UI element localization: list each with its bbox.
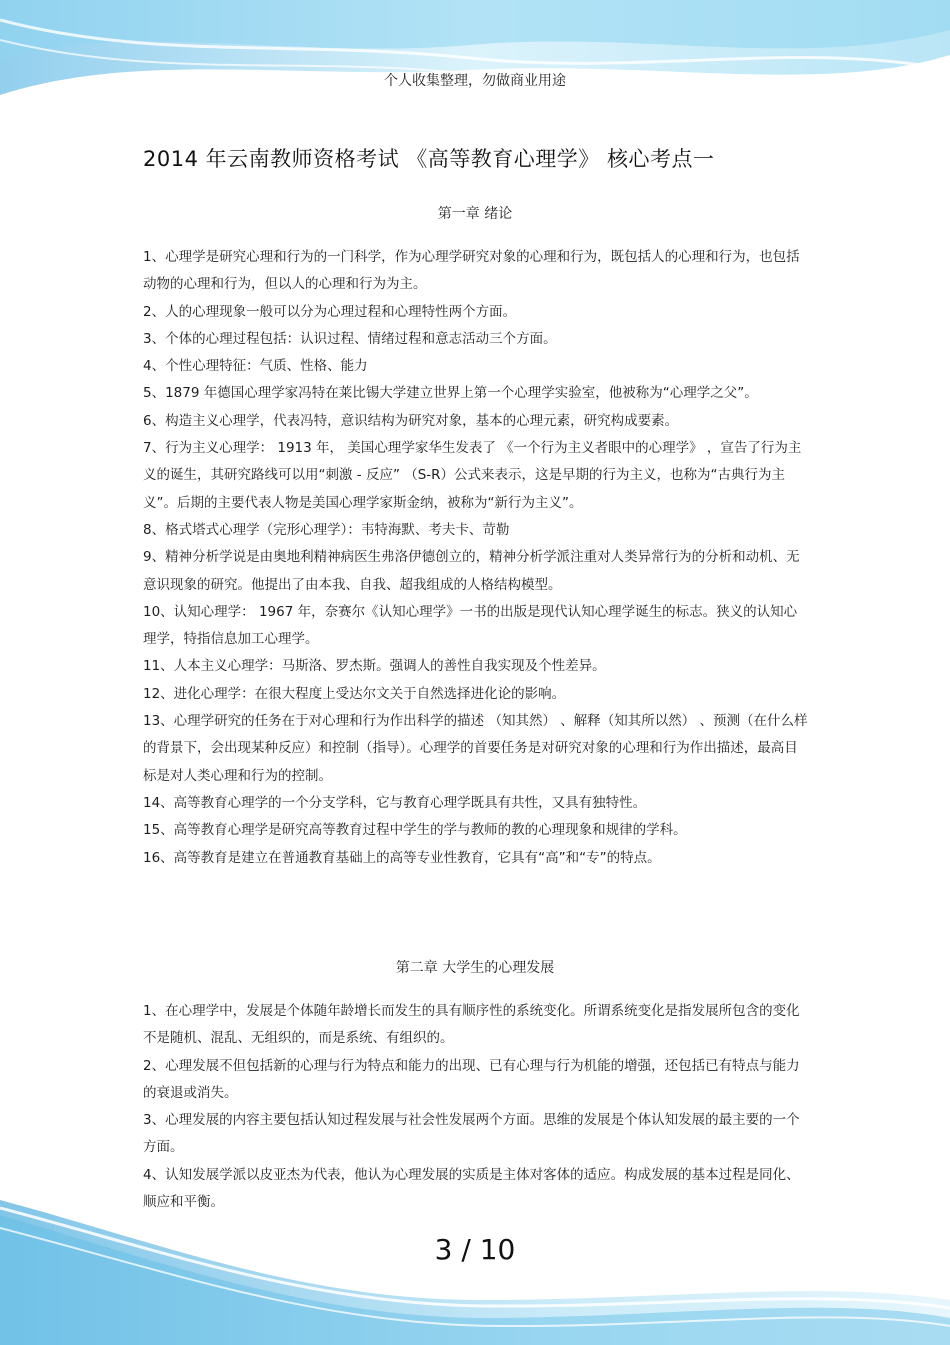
list-item: 4、认知发展学派以皮亚杰为代表，他认为心理发展的实质是主体对客体的适应。构成发展的基本过程是同化、顺应和平衡。 xyxy=(143,1166,800,1211)
list-item: 3、个体的心理过程包括：认识过程、情绪过程和意志活动三个方面。 xyxy=(143,330,557,347)
chapter-1-heading: 第一章 绪论 xyxy=(437,206,513,222)
list-item: 16、高等教育是建立在普通教育基础上的高等专业性教育，它具有“高”和“专”的特点。 xyxy=(143,849,661,866)
list-item: 2、人的心理现象一般可以分为心理过程和心理特性两个方面。 xyxy=(143,303,517,320)
document-title: 2014 年云南教师资格考试 《高等教育心理学》 核心考点一 xyxy=(143,147,715,171)
chapter-2-list xyxy=(143,998,808,1216)
list-item: 7、行为主义心理学： 1913 年， 美国心理学家华生发表了 《一个行为主义者眼中的心理学》 ，宣告了行为主义的诞生，其研究路线可以用“刺激 - 反应” （S-R）公式来表示，这是早期的行为主义，也称为“古典行为主义”。后期的主要代表人物是美国心理学家斯金纳，被称为“新行为主义”。 xyxy=(143,440,802,511)
list-item: 1、在心理学中，发展是个体随年龄增长而发生的具有顺序性的系统变化。所谓系统变化是指发展所包含的变化不是随机、混乱、无组织的，而是系统、有组织的。 xyxy=(143,1003,800,1047)
list-item: 8、格式塔式心理学（完形心理学）：韦特海默、考夫卡、苛勒 xyxy=(143,521,510,538)
list-item: 12、进化心理学：在很大程度上受达尔文关于自然选择进化论的影响。 xyxy=(143,685,566,702)
list-item: 10、认知心理学： 1967 年，奈赛尔《认知心理学》一书的出版是现代认知心理学诞生的标志。狭义的认知心理学，特指信息加工心理学。 xyxy=(143,603,798,648)
list-item: 9、精神分析学说是由奥地利精神病医生弗洛伊德创立的，精神分析学派注重对人类异常行为的分析和动机、无意识现象的研究。他提出了由本我、自我、超我组成的人格结构模型。 xyxy=(143,549,800,593)
page-indicator: 3 / 10 xyxy=(434,1233,516,1266)
list-item: 14、高等教育心理学的一个分支学科，它与教育心理学既具有共性，又具有独特性。 xyxy=(143,794,647,811)
list-item: 1、心理学是研究心理和行为的一门科学，作为心理学研究对象的心理和行为，既包括人的心理和行为，也包括动物的心理和行为，但以人的心理和行为为主。 xyxy=(143,249,800,293)
chapter-1-list xyxy=(143,244,808,872)
list-item: 4、个性心理特征：气质、性格、能力 xyxy=(143,358,368,375)
list-item: 15、高等教育心理学是研究高等教育过程中学生的学与教师的教的心理现象和规律的学科。 xyxy=(143,822,687,839)
chapter-2-heading: 第二章 大学生的心理发展 xyxy=(395,960,555,976)
list-item: 3、心理发展的内容主要包括认知过程发展与社会性发展两个方面。思维的发展是个体认知发展的最主要的一个方面。 xyxy=(143,1112,800,1156)
list-item: 6、构造主义心理学，代表冯特，意识结构为研究对象，基本的心理元素，研究构成要素。 xyxy=(143,412,679,429)
list-item: 11、人本主义心理学：马斯洛、罗杰斯。强调人的善性自我实现及个性差异。 xyxy=(143,658,606,675)
list-item: 2、心理发展不但包括新的心理与行为特点和能力的出现、已有心理与行为机能的增强，还包括已有特点与能力的衰退或消失。 xyxy=(143,1057,800,1101)
list-item: 5、1879 年德国心理学家冯特在莱比锡大学建立世界上第一个心理学实验室，他被称为“心理学之父”。 xyxy=(143,385,758,402)
list-item: 13、心理学研究的任务在于对心理和行为作出科学的描述 （知其然） 、解释（知其所以然） 、预测（在什么样的背景下，会出现某种反应）和控制（指导）。心理学的首要任务是对研究对象的心理和行为作出描述，最高目标是对人类心理和行为的控制。 xyxy=(143,713,808,784)
watermark-text: 个人收集整理，勿做商业用途 xyxy=(384,73,566,89)
